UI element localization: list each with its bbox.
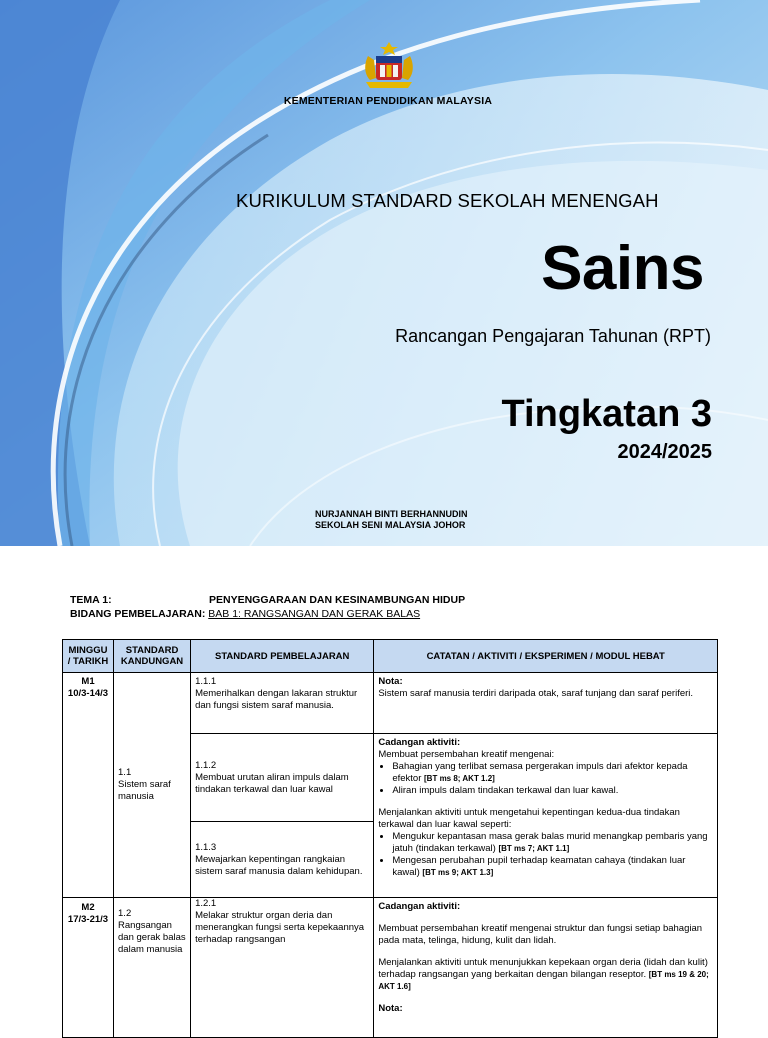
week-cell	[63, 673, 114, 898]
learning-standard-cell	[191, 822, 374, 898]
content-standard-title: Rangsangan dan gerak balas dalam manusia	[118, 920, 186, 955]
lesson-plan-table	[62, 639, 718, 1038]
content-standard-title: Sistem saraf manusia	[118, 779, 171, 802]
bidang-label: BIDANG PEMBELAJARAN:	[70, 608, 206, 620]
content-standard-code: 1.2	[118, 908, 132, 919]
tema-label: TEMA 1:	[70, 594, 112, 606]
learning-standard-cell	[191, 898, 374, 1038]
table-row	[63, 673, 718, 734]
tema-value: PENYENGGARAAN DAN KESINAMBUNGAN HIDUP	[209, 594, 466, 606]
author-school: SEKOLAH SENI MALAYSIA JOHOR	[315, 520, 466, 530]
learning-standard-cell	[191, 673, 374, 734]
curriculum-title: KURIKULUM STANDARD SEKOLAH MENENGAH	[236, 190, 659, 211]
note-label: Nota:	[378, 676, 403, 687]
table-row	[63, 898, 718, 1038]
malaysia-coat-of-arms-icon	[356, 40, 422, 90]
header-notes: CATATAN / AKTIVITI / EKSPERIMEN / MODUL HEBAT	[374, 640, 718, 673]
week-cell	[63, 898, 114, 1038]
week-number: M1	[81, 676, 95, 687]
activity-intro: Membuat persembahan kreatif mengenai:	[378, 749, 555, 760]
learning-standard-text: Memerihalkan dengan lakaran struktur dan fungsi sistem saraf manusia.	[195, 688, 358, 711]
notes-cell	[374, 673, 718, 734]
subject-title: Sains	[541, 234, 704, 303]
header-content-standard: STANDARD KANDUNGAN	[114, 640, 191, 673]
activity2-list	[378, 831, 713, 879]
learning-standard-text: Mewajarkan kepentingan rangkaian sistem saraf manusia dalam kehidupan.	[195, 853, 363, 877]
activity-label: Cadangan aktiviti:	[378, 737, 461, 748]
activity-paragraph: Membuat persembahan kreatif mengenai struktur dan fungsi setiap bahagian pada mata, telinga, hidung, kulit dan lidah.	[378, 923, 703, 946]
activity2-intro: Menjalankan aktiviti untuk mengetahui kepentingan kedua-dua tindakan terkawal dan luar kawal seperti:	[378, 807, 680, 830]
author-block	[315, 509, 468, 531]
ministry-name: KEMENTERIAN PENDIDIKAN MALAYSIA	[283, 95, 493, 107]
author-name: NURJANNAH BINTI BERHANNUDIN	[315, 509, 468, 519]
level-title: Tingkatan 3	[501, 393, 712, 435]
learning-standard-text: Membuat urutan aliran impuls dalam tindakan terkawal dan luar kawal	[195, 771, 349, 795]
week-number: M2	[81, 902, 95, 913]
notes-cell	[374, 898, 718, 1038]
list-item: • Mengukur kepantasan masa gerak balas murid menangkap pembaris yang jatuh (tindakan terkawal) [BT ms 7; AKT 1.1]	[392, 831, 713, 855]
header-learning-standard: STANDARD PEMBELAJARAN	[191, 640, 374, 673]
table-header-row	[63, 640, 718, 673]
content-standard-cell	[114, 898, 191, 1038]
activity-paragraph: Menjalankan aktiviti untuk menunjukkan kepekaan organ deria (lidah dan kulit) terhadap rangsangan yang berkaitan dengan bilangan reseptor. [BT ms 19 & 20; AKT 1.6]	[378, 957, 709, 991]
theme-header	[70, 593, 465, 621]
header-week: MINGGU / TARIKH	[63, 640, 114, 673]
activity-label: Cadangan aktiviti:	[378, 901, 461, 912]
academic-year: 2024/2025	[617, 441, 712, 463]
learning-standard-code: 1.2.1	[195, 898, 217, 909]
plan-title: Rancangan Pengajaran Tahunan (RPT)	[395, 326, 711, 346]
content-standard-cell	[114, 673, 191, 898]
list-item: • Aliran impuls dalam tindakan terkawal dan luar kawal.	[392, 785, 713, 797]
learning-standard-code: 1.1.2	[195, 759, 217, 771]
week-dates: 10/3-14/3	[67, 688, 109, 699]
note-text: Sistem saraf manusia terdiri daripada otak, saraf tunjang dan saraf periferi.	[378, 688, 694, 699]
learning-standard-code: 1.1.1	[195, 676, 217, 687]
learning-standard-cell	[191, 734, 374, 822]
bidang-value: BAB 1: RANGSANGAN DAN GERAK BALAS	[208, 608, 421, 620]
learning-standard-text: Melakar struktur organ deria dan menerangkan fungsi serta kepekaannya terhadap rangsangan	[195, 910, 365, 945]
week-dates: 17/3-21/3	[67, 914, 109, 925]
list-item: • Mengesan perubahan pupil terhadap keamatan cahaya (tindakan luar kawal) [BT ms 9; AKT 1.3]	[392, 855, 713, 879]
learning-standard-code: 1.1.3	[195, 841, 217, 853]
note-label: Nota:	[378, 1003, 403, 1014]
list-item: • Bahagian yang terlibat semasa pergerakan impuls dari afektor kepada efektor [BT ms 8; AKT 1.2]	[392, 761, 713, 785]
content-standard-code: 1.1	[118, 767, 132, 778]
notes-cell	[374, 734, 718, 898]
activity-list	[378, 761, 713, 797]
